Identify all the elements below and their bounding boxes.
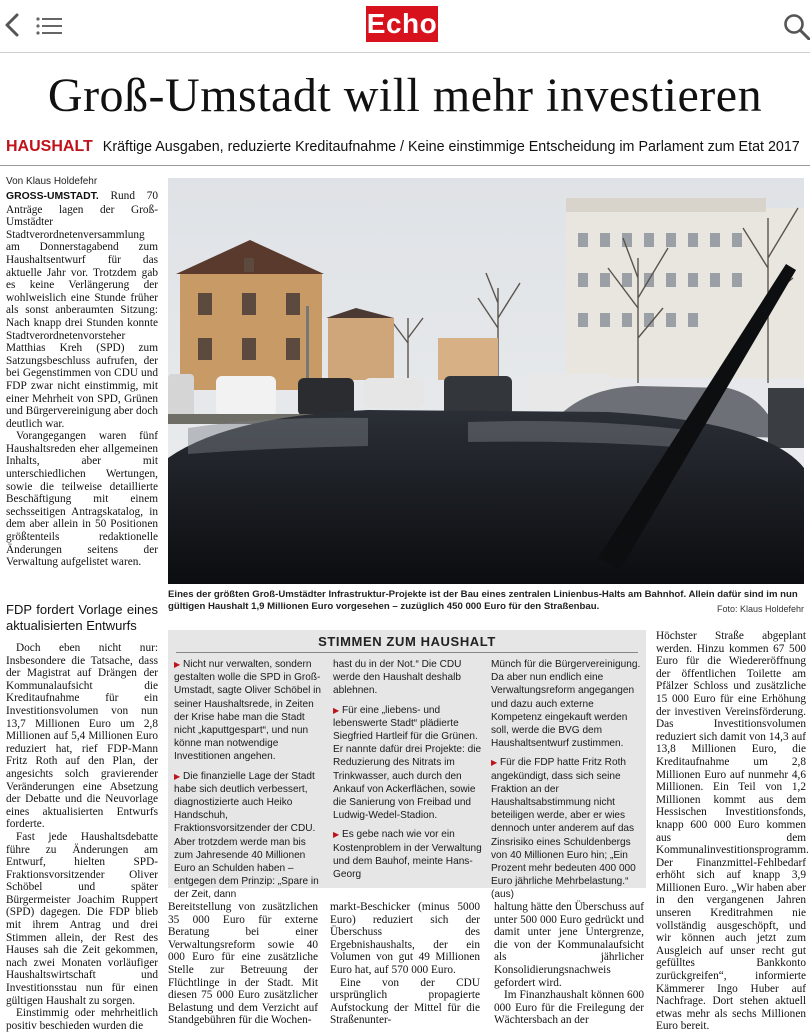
article-column-1-lower (6, 602, 158, 1032)
paragraph: markt-Beschicker (minus 5000 Euro) reduziert sich der Überschuss des Ergebnishaushalts, der ein Volumen von gut 49 Millionen Euro hat, auf 570 000 Euro. (330, 901, 480, 976)
triangle-bullet-icon: ▶ (491, 758, 498, 768)
article-photo[interactable] (168, 178, 804, 584)
opinion-item: Münch für die Bürgervereinigung. Da aber nun endlich eine Verwaltungsreform angegangen und dazu auch externe Kompetenz eingekauft werden soll, werde die BVG dem Haushaltsentwurf zustimmen. (491, 659, 641, 750)
opinion-item: ▶ Für die FDP hatte Fritz Roth angekündigt, dass sich seine Fraktion an der Haushaltsabstimmung nicht beteiligen werde, aber er wies dennoch unter anderem auf das Zinsrisiko eines Schuldenbergs von 40 Millionen Euro hin; „Ein Prozent mehr bedeuten 400 000 Euro jährliche Mehrbelastung.“ (aus) (491, 757, 636, 901)
dateline: GROSS-UMSTADT. (6, 191, 99, 202)
article-headline: Groß-Umstadt will mehr investieren (47, 69, 763, 122)
menu-icon[interactable] (36, 16, 62, 36)
opinions-column-2 (333, 658, 483, 887)
source-tag: (aus) (491, 889, 514, 901)
paragraph: haltung hätte den Überschuss auf unter 500 000 Euro gedrückt und damit unter jene Untergrenze, die von der Kommunalaufsicht als jährlicher Konsolidierungsnachweis gefordert wird. (494, 901, 644, 989)
top-toolbar (0, 0, 810, 53)
echo-logo[interactable]: Echo (366, 6, 438, 42)
paragraph: Im Finanzhaushalt können 600 000 Euro für die Freilegung der Wächtersbach an der (494, 989, 644, 1027)
subheadline: Kräftige Ausgaben, reduzierte Kreditaufnahme / Keine einstimmige Entscheidung im Parlament zum Etat 2017 (102, 139, 800, 155)
opinion-item: ▶ Nicht nur verwalten, sondern gestalten wolle die SPD in Groß-Umstadt, sagte Oliver Schöbel in seiner Haushaltsrede, in Zeiten der Krise habe man die Stadt nicht „kaputtgespart“, und nun könne man notwendige Investitionen angehen. (174, 659, 321, 763)
photo-credit: Foto: Klaus Holdefehr (716, 604, 804, 614)
paragraph: Höchster Straße abgeplant werden. Hinzu kommen 67 500 Euro für die Wiedereröffnung der öffentlichen Toilette am Pfälzer Schloss und zusätzliche 15 000 Euro für eine Erhöhung der investiven Vereinsförderung. Das Investitionsvolumen reduziert sich damit von 14,3 auf 13,8 Millionen Euro, die Kreditaufnahme um 2,8 Millionen Euro auf nunmehr 4,6 Millionen. Ein Teil von 1,2 Millionen kommt aus dem Hessischen Investitionsfonds, knapp 600 000 Euro kommen aus dem Kommunalinvestitionsprogramm. Der Finanzmittel-Fehlbedarf erhöht sich auf knapp 3,9 Millionen Euro. „Wir haben aber in den vergangenen Jahren unseren Kreditrahmen nie vollständig ausgeschöpft, und wir können auch jetzt zum Ausgleich auf unser recht gut gefülltes Bankkonto zurückgreifen“, informierte Kämmerer Ingo Huber auf Nachfrage. Dort stehen aktuell etwas mehr als sechs Millionen Euro bereit. (656, 630, 809, 1033)
article-column-2 (168, 901, 318, 1027)
intertitle: FDP fordert Vorlage eines aktualisierten Entwurfs (6, 602, 158, 633)
article-column-4 (494, 901, 644, 1027)
opinions-box-title: STIMMEN ZUM HAUSHALT (318, 634, 496, 649)
article-column-5 (656, 630, 809, 1033)
paragraph: Fast jede Haushaltsdebatte führe zu Änderungen am Entwurf, hielten SPD-Fraktionsvorsitzender Oliver Schöbel und später Bürgermeister Joachim Ruppert (SPD) dagegen. Die FDP blieb mit ihrem Antrag und drei Stimmen allein, der Rest des Hauses sah die Zeit gekommen, nach zwei Monaten vorläufiger Haushaltswirtschaft und Investitionsstau nun für einen gültigen Haushalt zu sorgen. (6, 830, 158, 1007)
divider (0, 165, 810, 166)
opinion-item: ▶ Es gebe nach wie vor ein Kostenproblem in der Verwaltung und dem Bauhof, meinte Hans-Georg (333, 829, 482, 881)
divider (176, 652, 638, 653)
opinions-column-3 (491, 658, 641, 908)
opinions-column-1 (174, 658, 324, 908)
paragraph: Eine von der CDU ursprünglich propagierte Aufstockung der Mittel für die Straßenunter- (330, 976, 480, 1027)
photo-caption: Eines der größten Groß-Umstädter Infrastruktur-Projekte ist der Bau eines zentralen Linienbus-Halts am Bahnhof. Allein dafür sind im nun gültigen Haushalt 1,9 Millionen Euro vorgesehen – zuzüglich 450 000 Euro für den Straßenbau. (168, 589, 798, 613)
triangle-bullet-icon: ▶ (333, 705, 340, 715)
subheadline-row (6, 138, 810, 156)
paragraph: Doch eben nicht nur: Insbesondere die Tatsache, dass der Magistrat auf Drängen der Kommunalaufsicht die Kreditaufnahme für ein Investitionsvolumen von nun 13,7 Millionen Euro um 2,8 Millionen auf 5,4 Millionen Euro reduziert hat, rief FDP-Mann Fritz Roth auf den Plan, der angesichts solch gravierender Veränderungen eine Absetzung der Debatte und die Neuvorlage eines aktualisierten Entwurfs forderte. (6, 642, 158, 831)
paragraph: GROSS-UMSTADT. Rund 70 Anträge lagen der Groß-Umstädter Stadtverordnetenversammlung am Donnerstagabend zum Haushaltsentwurf für das aktuelle Jahr vor. Trotzdem gab es keine Verlängerung der wohlweislich eine Stunde früher als sonst anberaumten Sitzung: Nach knapp drei Stunden konnte Stadtverordnetenvorsteher Matthias Kreh (SPD) zum Satzungsbeschluss aufrufen, der bei Gegenstimmen von CDU und FDP zwar nicht einstimmig, mit einer Mehrheit von SPD, Grünen und Bürgervereinigung aber doch deutlich war. (6, 190, 158, 430)
paragraph: Vorangegangen waren fünf Haushaltsreden eher allgemeinen Inhalts, aber mit unterschiedlichen Wertungen, sowie die teilweise detaillierte Beschäftigung mit einem sechsseitigen Antragskatalog, in dem aber allein in 50 Positionen größtenteils redaktionelle Änderungen seitens der Verwaltung aufgelistet waren. (6, 430, 158, 569)
opinion-item: hast du in der Not.“ Die CDU werde den Haushalt deshalb ablehnen. (333, 659, 462, 697)
article-column-1 (6, 190, 158, 569)
triangle-bullet-icon: ▶ (333, 830, 340, 840)
paragraph: Einstimmig oder mehrheitlich positiv beschieden wurden die (6, 1007, 158, 1032)
byline: Von Klaus Holdefehr (6, 176, 98, 187)
article-column-3 (330, 901, 480, 1027)
triangle-bullet-icon: ▶ (174, 771, 181, 781)
triangle-bullet-icon: ▶ (174, 660, 181, 669)
opinion-item: ▶ Die finanzielle Lage der Stadt habe sich deutlich verbessert, diagnostizierte auch Heiko Handschuh, Fraktionsvorsitzender der CDU. Aber trotzdem werde man bis zum Jahresende 40 Millionen Euro an Schulden haben – entgegen dem Prinzip: „Spare in der Zeit, dann (174, 770, 319, 901)
department-label: HAUSHALT (6, 138, 93, 155)
opinion-item: ▶ Für eine „liebens- und lebenswerte Stadt“ plädierte Siegfried Hartleif für die Grünen. Er nannte dafür drei Projekte: die Reduzierung des Nitrats im Trinkwasser, auch durch den Ankauf von Ackerflächen, sowie die Sanierung von Freibad und Ludwig-Wedel-Stadion. (333, 704, 482, 822)
search-icon[interactable] (782, 12, 810, 40)
paragraph: Bereitstellung von zusätzlichen 35 000 Euro für externe Beratung bei einer Verwaltungsreform sowie 40 000 Euro für eine zusätzliche Stelle zur Betreuung der Flüchtlinge in der Stadt. Mit diesen 75 000 Euro zusätzlicher Belastung und dem Verzicht auf Standgebühren für die Wochen- (168, 901, 318, 1027)
back-icon[interactable] (2, 12, 24, 38)
